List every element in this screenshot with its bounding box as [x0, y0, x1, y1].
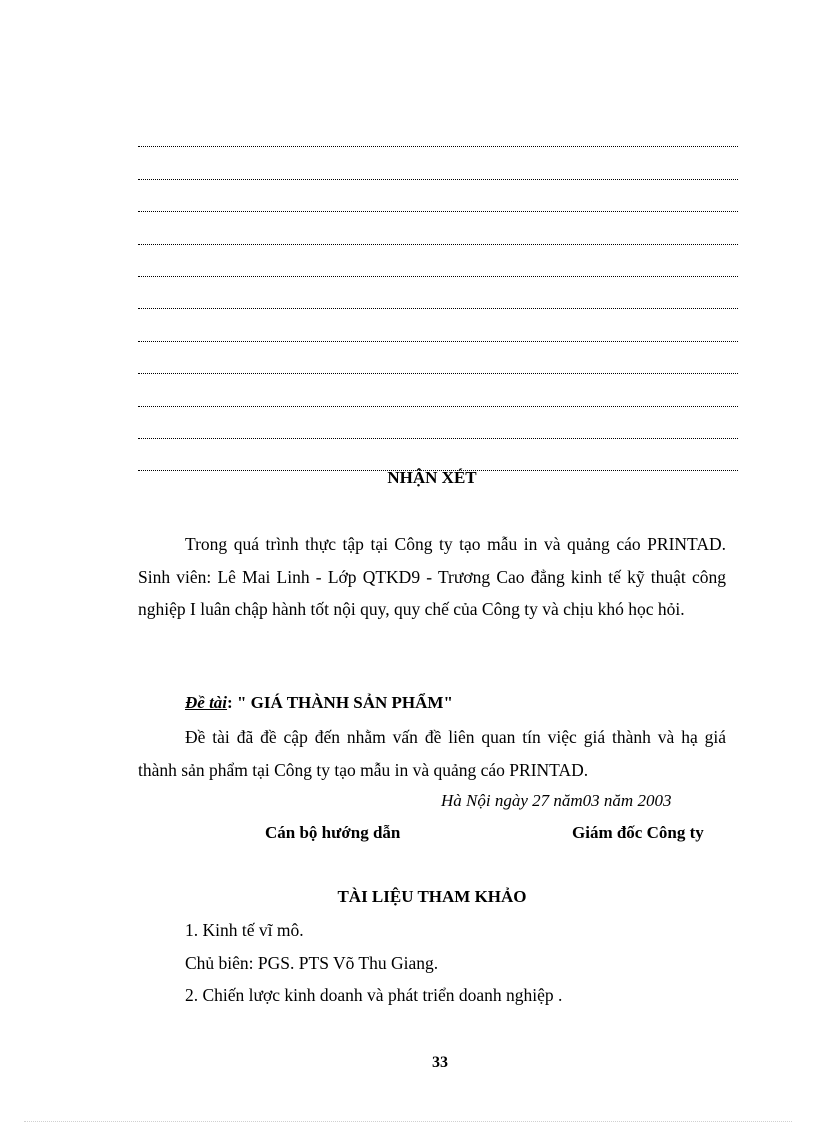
topic-colon: :: [227, 693, 233, 712]
date-line: Hà Nội ngày 27 năm03 năm 2003: [441, 791, 672, 810]
dotted-line: [138, 147, 738, 179]
dotted-line: [138, 180, 738, 212]
dotted-line: [138, 374, 738, 406]
footer-rule: [24, 1121, 792, 1122]
signature-right: Giám đốc Công ty: [572, 823, 704, 842]
review-heading: NHẬN XÉT: [387, 468, 477, 487]
dotted-line: [138, 309, 738, 341]
dotted-line: [138, 342, 738, 374]
dotted-line: [138, 277, 738, 309]
reference-item: 2. Chiến lược kinh doanh và phát triển doanh nghiệp .: [185, 985, 563, 1005]
references-heading: TÀI LIỆU THAM KHẢO: [337, 887, 527, 906]
topic-paragraph-text: Đề tài đã đề cập đến nhằm vấn đề liên quan tín việc giá thành và hạ giá thành sản phẩm tại Công ty tạo mẫu in và quảng cáo PRINTAD.: [138, 727, 726, 780]
topic-paragraph: [138, 721, 726, 786]
dotted-line: [138, 212, 738, 244]
page-number: 33: [432, 1054, 448, 1071]
reference-item: 1. Kinh tế vĩ mô.: [185, 920, 304, 940]
reference-item: Chủ biên: PGS. PTS Võ Thu Giang.: [185, 953, 439, 973]
review-paragraph: [138, 528, 726, 626]
signature-left: Cán bộ hướng dẫn: [265, 823, 401, 842]
topic-title: " GIÁ THÀNH SẢN PHẨM": [232, 693, 453, 712]
dotted-line: [138, 439, 738, 471]
review-paragraph-text: Trong quá trình thực tập tại Công ty tạo mẫu in và quảng cáo PRINTAD. Sinh viên: Lê Mai Linh - Lớp QTKD9 - Trương Cao đẳng kinh tế kỹ thuật công nghiệp I luân chập hành tốt nội quy, quy chế của Công ty và chịu khó học hỏi.: [138, 534, 726, 619]
dotted-line: [138, 407, 738, 439]
dotted-line: [138, 115, 738, 147]
dotted-line: [138, 245, 738, 277]
dotted-lines-block: [138, 115, 738, 471]
topic-label: Đề tài: [185, 693, 228, 712]
topic-line: [185, 693, 453, 713]
